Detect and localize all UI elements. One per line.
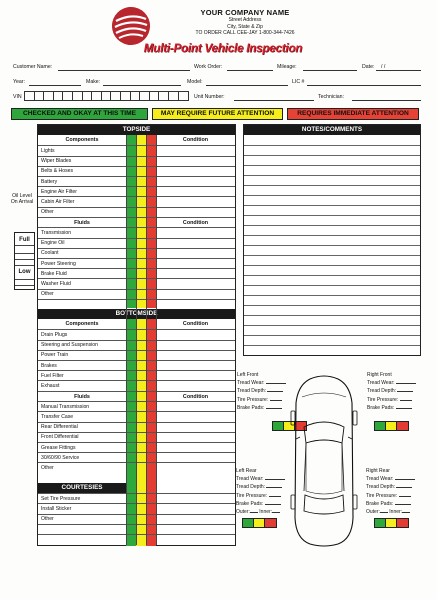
table-row[interactable]: Washer Fluid — [38, 278, 235, 288]
oil-level-label — [8, 193, 36, 205]
table-row[interactable]: Engine Air Filter — [38, 186, 235, 196]
components-header: Components — [65, 321, 99, 327]
date-slashes: / / — [381, 64, 386, 70]
technician-field[interactable] — [352, 100, 421, 101]
right-front-status-chip[interactable] — [374, 421, 409, 431]
courtesies-header: COURTESIES — [38, 483, 126, 493]
table-row[interactable]: Transmission — [38, 227, 235, 237]
table-row[interactable]: Cabin Air Filter — [38, 196, 235, 206]
table-row[interactable]: Other — [38, 289, 235, 299]
fluids-header: Fluids — [74, 393, 90, 400]
table-row[interactable]: Wiper Blades — [38, 156, 235, 166]
model-field[interactable] — [206, 85, 288, 86]
table-row[interactable]: Other — [38, 514, 235, 524]
condition-header: Condition — [182, 393, 209, 400]
oil-full-label: Full — [15, 236, 34, 244]
work-order-field[interactable] — [227, 70, 273, 71]
table-row[interactable]: Drain Plugs — [38, 329, 235, 339]
table-row[interactable]: Other — [38, 462, 235, 472]
condition-header: Condition — [182, 321, 209, 327]
model-label: Model: — [187, 79, 203, 85]
company-street: Street Address — [228, 17, 262, 23]
unit-number-label: Unit Number: — [194, 94, 225, 100]
table-row[interactable]: Coolant — [38, 248, 235, 258]
status-ok-badge: CHECKED AND OKAY AT THIS TIME — [11, 108, 148, 120]
customer-name-field[interactable] — [58, 70, 190, 71]
order-line: TO ORDER CALL CEE-JAY 1-800-344-7426 — [195, 30, 295, 37]
table-row[interactable]: Rear Differential — [38, 422, 235, 432]
vin-label: VIN — [13, 94, 22, 100]
bottomside-header: BOTTOMSIDE — [38, 309, 235, 319]
notes-panel[interactable] — [243, 124, 421, 356]
condition-header: Condition — [182, 220, 209, 226]
table-row[interactable]: Power Train — [38, 350, 235, 360]
date-field[interactable] — [376, 70, 421, 71]
status-future-badge: MAY REQUIRE FUTURE ATTENTION — [152, 108, 283, 120]
make-field[interactable] — [103, 85, 181, 86]
date-label: Date: — [362, 64, 375, 70]
mileage-field[interactable] — [303, 70, 357, 71]
left-front-block: Left Front Tread Wear: Tread Depth: Tire Pressure: Brake Pads: — [237, 371, 286, 412]
table-row[interactable]: Steering and Suspension — [38, 340, 235, 350]
oil-low-label: Low — [15, 268, 34, 276]
table-row[interactable]: 30/60/90 Service — [38, 452, 235, 462]
table-row[interactable]: Brake Fluid — [38, 268, 235, 278]
table-row[interactable]: Exhaust — [38, 380, 235, 390]
technician-label: Technician: — [318, 94, 344, 100]
table-row[interactable]: Lights — [38, 145, 235, 155]
table-row[interactable]: Front Differential — [38, 432, 235, 442]
mileage-label: Mileage: — [277, 64, 297, 70]
table-row[interactable]: Engine Oil — [38, 238, 235, 248]
right-rear-block: Right Rear Tread Wear: Tread Depth: Tire Pressure: Brake Pads: Outer: Inner: — [366, 467, 415, 516]
right-front-title: Right Front — [367, 372, 392, 378]
inspection-grid — [37, 124, 236, 546]
left-rear-status-chip[interactable] — [242, 518, 277, 528]
page-title: Multi-Point Vehicle Inspection — [143, 42, 303, 55]
table-row[interactable]: Manual Transmission — [38, 401, 235, 411]
table-row[interactable]: Brakes — [38, 360, 235, 370]
notes-header: NOTES/COMMENTS — [244, 125, 420, 135]
make-label: Make: — [86, 79, 101, 85]
table-row[interactable]: Transfer Case — [38, 411, 235, 421]
table-row[interactable]: Battery — [38, 176, 235, 186]
table-row[interactable]: Install Sticker — [38, 503, 235, 513]
oil-level-line1: Oil Level — [12, 193, 32, 199]
year-field[interactable] — [29, 85, 81, 86]
left-front-title: Left Front — [237, 372, 259, 378]
lic-label: LIC # — [292, 79, 305, 85]
left-rear-block: Left Rear Tread Wear: Tread Depth: Tire Pressure: Brake Pads: Outer: Inner: — [236, 467, 285, 516]
topside-header: TOPSIDE — [38, 125, 235, 135]
customer-name-label: Customer Name: — [13, 64, 53, 70]
condition-header: Condition — [182, 137, 209, 143]
fluids-header: Fluids — [74, 220, 90, 226]
vin-boxes[interactable] — [24, 91, 189, 101]
unit-number-field[interactable] — [234, 100, 314, 101]
company-block — [150, 8, 340, 37]
table-row[interactable]: Set Tire Pressure — [38, 493, 235, 503]
table-row[interactable]: Power Steering — [38, 258, 235, 268]
car-diagram-icon — [290, 373, 358, 548]
status-immediate-badge: REQUIRES IMMEDIATE ATTENTION — [287, 108, 419, 120]
oil-level-gauge[interactable] — [14, 232, 35, 290]
table-row[interactable]: Fuel Filter — [38, 370, 235, 380]
table-row[interactable]: Other — [38, 207, 235, 217]
right-rear-title: Right Rear — [366, 468, 390, 474]
company-city: City, State & Zip — [227, 23, 263, 30]
year-label: Year: — [13, 79, 25, 85]
right-rear-status-chip[interactable] — [374, 518, 409, 528]
right-front-block: Right Front Tread Wear: Tread Depth: Tire Pressure: Brake Pads: — [367, 371, 416, 412]
lic-field[interactable] — [307, 85, 421, 86]
components-header: Components — [65, 137, 99, 143]
left-rear-title: Left Rear — [236, 468, 257, 474]
company-name: YOUR COMPANY NAME — [200, 8, 290, 17]
tire-logo-icon — [112, 7, 150, 45]
work-order-label: Work Order: — [194, 64, 223, 70]
table-row[interactable]: Belts & Hoses — [38, 166, 235, 176]
table-row[interactable]: Grease Fittings — [38, 442, 235, 452]
oil-level-line2: On Arrival — [10, 199, 34, 206]
